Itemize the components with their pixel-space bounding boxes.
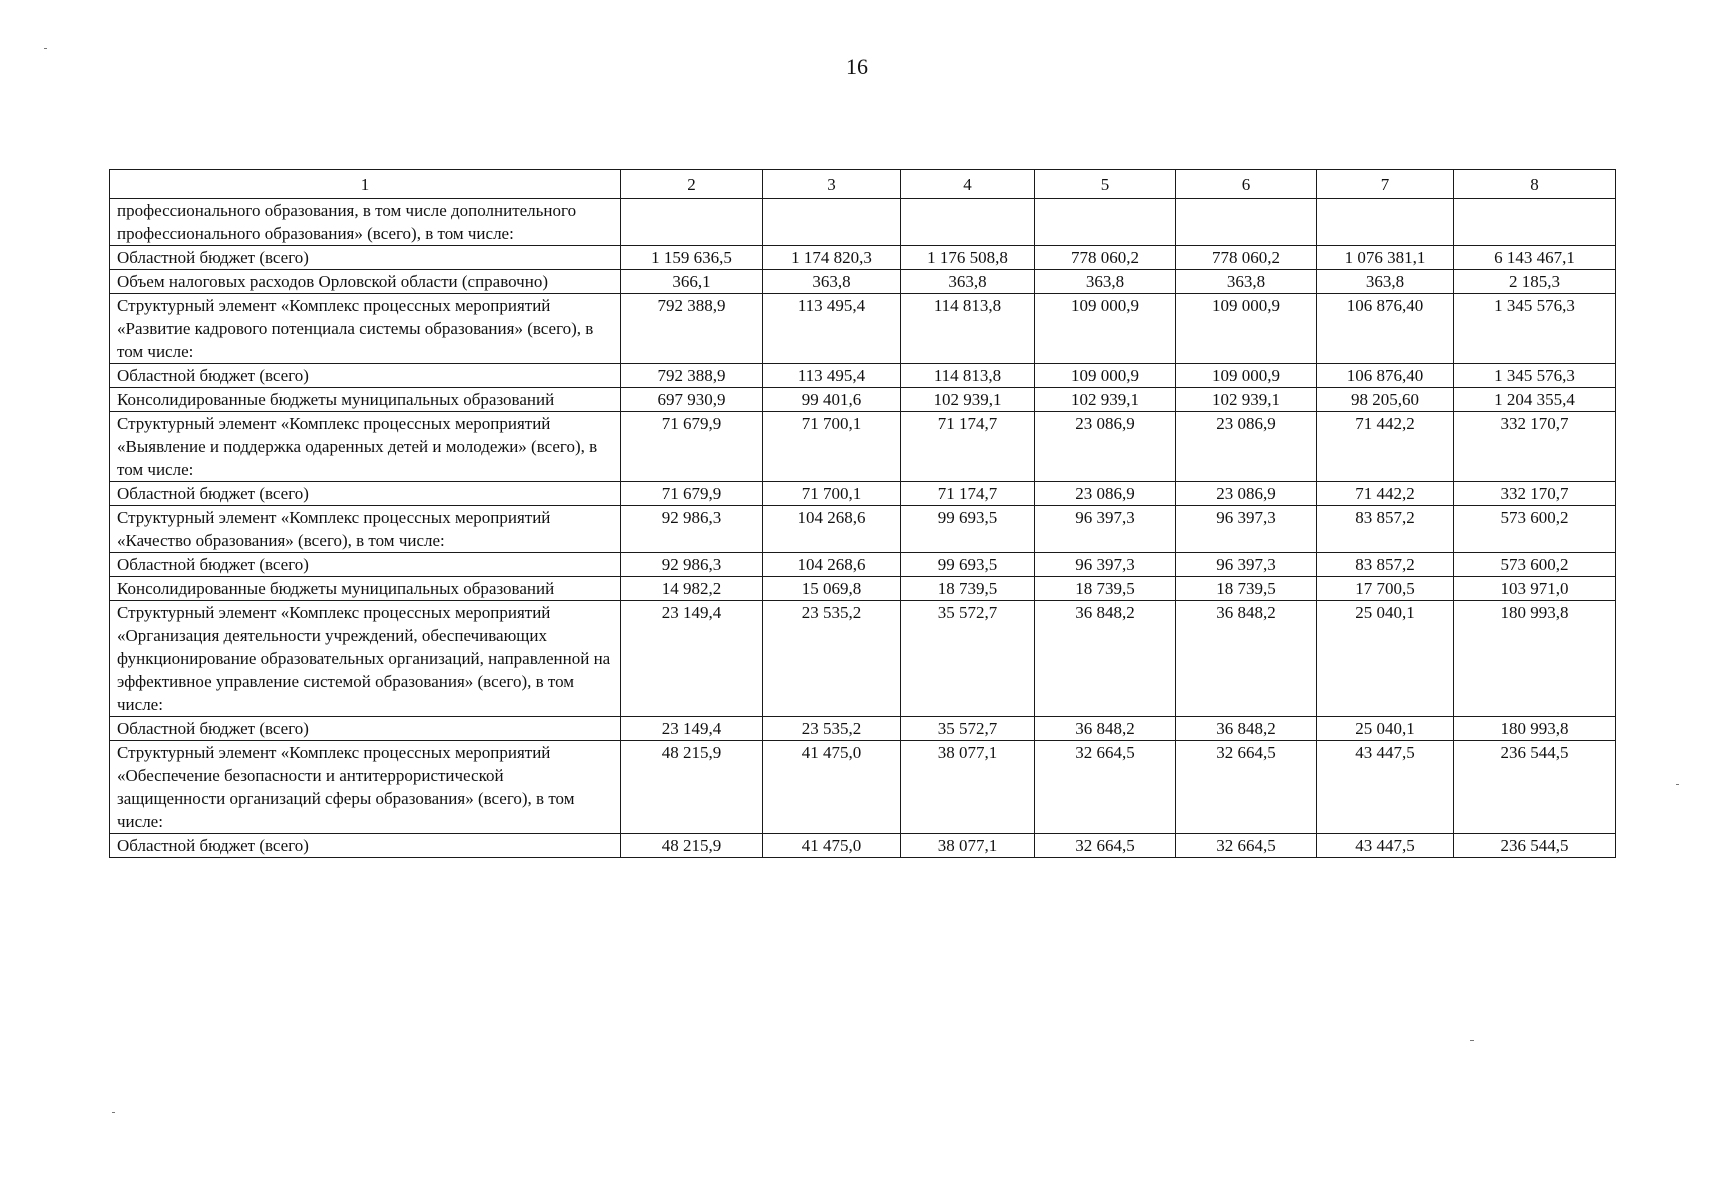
column-header: 7 — [1317, 170, 1454, 199]
value-cell — [763, 199, 901, 246]
scan-mark — [44, 48, 47, 49]
value-cell: 71 679,9 — [621, 412, 763, 482]
table-row — [110, 506, 1616, 553]
value-cell: 109 000,9 — [1176, 294, 1317, 364]
value-cell: 71 700,1 — [763, 412, 901, 482]
column-header: 1 — [110, 170, 621, 199]
value-cell: 71 442,2 — [1317, 412, 1454, 482]
value-cell: 25 040,1 — [1317, 717, 1454, 741]
value-cell: 109 000,9 — [1035, 294, 1176, 364]
value-cell: 96 397,3 — [1035, 553, 1176, 577]
budget-table — [109, 169, 1616, 858]
value-cell: 98 205,60 — [1317, 388, 1454, 412]
value-cell: 92 986,3 — [621, 553, 763, 577]
value-cell: 2 185,3 — [1454, 270, 1616, 294]
scan-mark — [1676, 784, 1679, 785]
value-cell: 32 664,5 — [1035, 834, 1176, 858]
value-cell: 1 076 381,1 — [1317, 246, 1454, 270]
value-cell: 41 475,0 — [763, 834, 901, 858]
value-cell — [1035, 199, 1176, 246]
value-cell: 23 086,9 — [1035, 412, 1176, 482]
column-header: 2 — [621, 170, 763, 199]
page-number: 16 — [846, 54, 868, 79]
table-row — [110, 388, 1616, 412]
value-cell: 36 848,2 — [1176, 601, 1317, 717]
value-cell: 236 544,5 — [1454, 741, 1616, 834]
value-cell: 35 572,7 — [901, 717, 1035, 741]
value-cell: 109 000,9 — [1035, 364, 1176, 388]
table-row — [110, 741, 1616, 834]
value-cell — [1176, 199, 1317, 246]
table-row — [110, 199, 1616, 246]
row-label: Консолидированные бюджеты муниципальных образований — [110, 577, 621, 601]
value-cell: 71 442,2 — [1317, 482, 1454, 506]
value-cell: 23 086,9 — [1035, 482, 1176, 506]
value-cell: 96 397,3 — [1176, 553, 1317, 577]
value-cell: 573 600,2 — [1454, 506, 1616, 553]
value-cell: 32 664,5 — [1176, 834, 1317, 858]
row-label: Областной бюджет (всего) — [110, 246, 621, 270]
value-cell: 23 149,4 — [621, 717, 763, 741]
value-cell: 1 174 820,3 — [763, 246, 901, 270]
column-header: 6 — [1176, 170, 1317, 199]
table-row — [110, 270, 1616, 294]
value-cell — [1317, 199, 1454, 246]
row-label: профессионального образования, в том числе дополнительного профессионального образования» (всего), в том числе: — [110, 199, 621, 246]
column-header: 5 — [1035, 170, 1176, 199]
value-cell: 180 993,8 — [1454, 601, 1616, 717]
table-row — [110, 553, 1616, 577]
value-cell: 48 215,9 — [621, 834, 763, 858]
row-label: Областной бюджет (всего) — [110, 482, 621, 506]
value-cell: 109 000,9 — [1176, 364, 1317, 388]
value-cell: 6 143 467,1 — [1454, 246, 1616, 270]
value-cell: 363,8 — [1035, 270, 1176, 294]
value-cell: 38 077,1 — [901, 741, 1035, 834]
value-cell: 71 679,9 — [621, 482, 763, 506]
value-cell: 25 040,1 — [1317, 601, 1454, 717]
value-cell: 17 700,5 — [1317, 577, 1454, 601]
column-header: 3 — [763, 170, 901, 199]
table-row — [110, 246, 1616, 270]
value-cell: 18 739,5 — [901, 577, 1035, 601]
value-cell: 113 495,4 — [763, 294, 901, 364]
value-cell: 1 159 636,5 — [621, 246, 763, 270]
value-cell: 32 664,5 — [1035, 741, 1176, 834]
value-cell: 83 857,2 — [1317, 506, 1454, 553]
table-row — [110, 364, 1616, 388]
value-cell: 99 401,6 — [763, 388, 901, 412]
table-row — [110, 834, 1616, 858]
value-cell: 92 986,3 — [621, 506, 763, 553]
value-cell: 1 345 576,3 — [1454, 294, 1616, 364]
table-row — [110, 577, 1616, 601]
value-cell: 18 739,5 — [1035, 577, 1176, 601]
value-cell: 43 447,5 — [1317, 741, 1454, 834]
value-cell: 778 060,2 — [1035, 246, 1176, 270]
value-cell: 41 475,0 — [763, 741, 901, 834]
row-label: Областной бюджет (всего) — [110, 364, 621, 388]
value-cell — [901, 199, 1035, 246]
value-cell: 102 939,1 — [901, 388, 1035, 412]
value-cell: 1 176 508,8 — [901, 246, 1035, 270]
value-cell: 36 848,2 — [1176, 717, 1317, 741]
value-cell: 99 693,5 — [901, 553, 1035, 577]
header-row — [110, 170, 1616, 199]
value-cell: 36 848,2 — [1035, 717, 1176, 741]
value-cell: 573 600,2 — [1454, 553, 1616, 577]
value-cell: 1 345 576,3 — [1454, 364, 1616, 388]
table-row — [110, 601, 1616, 717]
value-cell: 83 857,2 — [1317, 553, 1454, 577]
row-label: Областной бюджет (всего) — [110, 553, 621, 577]
table-row — [110, 482, 1616, 506]
value-cell: 102 939,1 — [1035, 388, 1176, 412]
value-cell: 14 982,2 — [621, 577, 763, 601]
scan-mark — [112, 1112, 115, 1113]
value-cell: 96 397,3 — [1176, 506, 1317, 553]
value-cell: 332 170,7 — [1454, 412, 1616, 482]
value-cell: 43 447,5 — [1317, 834, 1454, 858]
row-label: Областной бюджет (всего) — [110, 717, 621, 741]
value-cell: 236 544,5 — [1454, 834, 1616, 858]
column-header: 4 — [901, 170, 1035, 199]
value-cell: 102 939,1 — [1176, 388, 1317, 412]
value-cell: 180 993,8 — [1454, 717, 1616, 741]
value-cell: 48 215,9 — [621, 741, 763, 834]
value-cell: 71 174,7 — [901, 412, 1035, 482]
value-cell: 23 149,4 — [621, 601, 763, 717]
table-body — [110, 199, 1616, 858]
value-cell: 18 739,5 — [1176, 577, 1317, 601]
value-cell: 366,1 — [621, 270, 763, 294]
value-cell: 15 069,8 — [763, 577, 901, 601]
value-cell: 114 813,8 — [901, 364, 1035, 388]
scan-mark — [1470, 1040, 1474, 1041]
value-cell: 363,8 — [901, 270, 1035, 294]
value-cell: 23 535,2 — [763, 601, 901, 717]
value-cell: 792 388,9 — [621, 294, 763, 364]
value-cell: 71 700,1 — [763, 482, 901, 506]
row-label: Структурный элемент «Комплекс процессных мероприятий «Качество образования» (всего), в том числе: — [110, 506, 621, 553]
table-row — [110, 294, 1616, 364]
value-cell: 99 693,5 — [901, 506, 1035, 553]
value-cell: 23 535,2 — [763, 717, 901, 741]
value-cell: 332 170,7 — [1454, 482, 1616, 506]
value-cell: 363,8 — [1176, 270, 1317, 294]
value-cell: 778 060,2 — [1176, 246, 1317, 270]
value-cell: 106 876,40 — [1317, 364, 1454, 388]
row-label: Структурный элемент «Комплекс процессных мероприятий «Выявление и поддержка одаренных детей и молодежи» (всего), в том числе: — [110, 412, 621, 482]
value-cell: 32 664,5 — [1176, 741, 1317, 834]
value-cell: 96 397,3 — [1035, 506, 1176, 553]
row-label: Структурный элемент «Комплекс процессных мероприятий «Обеспечение безопасности и антитеррористической защищенности организаций сферы образования» (всего), в том числе: — [110, 741, 621, 834]
value-cell: 1 204 355,4 — [1454, 388, 1616, 412]
value-cell: 23 086,9 — [1176, 482, 1317, 506]
value-cell: 697 930,9 — [621, 388, 763, 412]
value-cell: 38 077,1 — [901, 834, 1035, 858]
row-label: Консолидированные бюджеты муниципальных образований — [110, 388, 621, 412]
value-cell: 363,8 — [763, 270, 901, 294]
value-cell: 35 572,7 — [901, 601, 1035, 717]
value-cell: 36 848,2 — [1035, 601, 1176, 717]
table-row — [110, 412, 1616, 482]
column-header: 8 — [1454, 170, 1616, 199]
value-cell: 103 971,0 — [1454, 577, 1616, 601]
table-row — [110, 717, 1616, 741]
value-cell: 792 388,9 — [621, 364, 763, 388]
value-cell: 363,8 — [1317, 270, 1454, 294]
row-label: Структурный элемент «Комплекс процессных мероприятий «Развитие кадрового потенциала системы образования» (всего), в том числе: — [110, 294, 621, 364]
value-cell: 104 268,6 — [763, 506, 901, 553]
value-cell: 23 086,9 — [1176, 412, 1317, 482]
row-label: Объем налоговых расходов Орловской области (справочно) — [110, 270, 621, 294]
value-cell: 113 495,4 — [763, 364, 901, 388]
value-cell: 71 174,7 — [901, 482, 1035, 506]
row-label: Областной бюджет (всего) — [110, 834, 621, 858]
value-cell — [621, 199, 763, 246]
row-label: Структурный элемент «Комплекс процессных мероприятий «Организация деятельности учреждений, обеспечивающих функционирование образовательных организаций, направленной на эффективное управление системой образования» (всего), в том числе: — [110, 601, 621, 717]
value-cell: 114 813,8 — [901, 294, 1035, 364]
value-cell: 104 268,6 — [763, 553, 901, 577]
value-cell: 106 876,40 — [1317, 294, 1454, 364]
value-cell — [1454, 199, 1616, 246]
